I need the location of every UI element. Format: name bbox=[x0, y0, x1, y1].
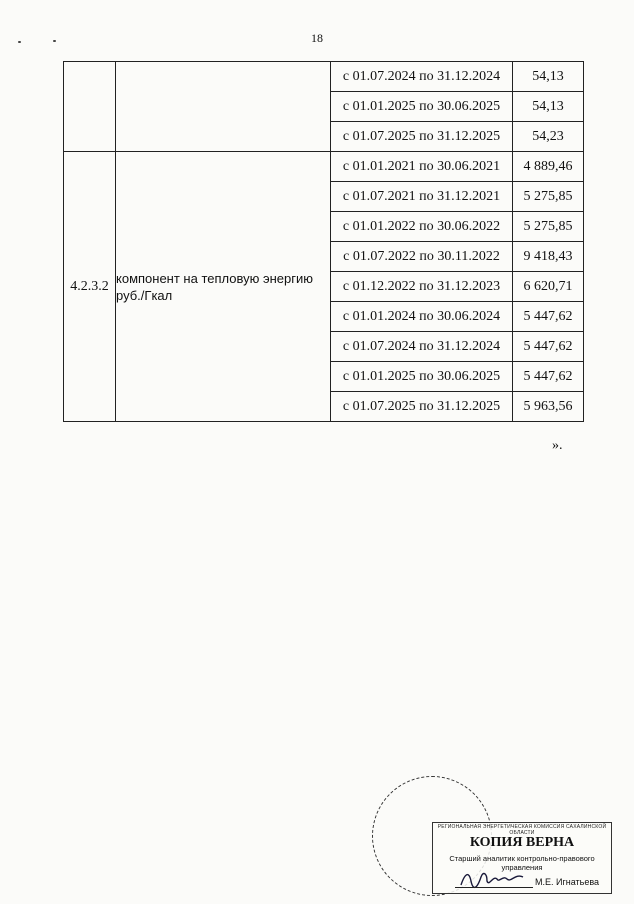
period-cell: с 01.07.2025 по 31.12.2025 bbox=[331, 122, 513, 152]
period-cell: с 01.01.2025 по 30.06.2025 bbox=[331, 362, 513, 392]
item-description-cell bbox=[116, 62, 331, 152]
value-cell: 5 447,62 bbox=[513, 332, 584, 362]
period-cell: с 01.07.2024 по 31.12.2024 bbox=[331, 62, 513, 92]
value-cell: 9 418,43 bbox=[513, 242, 584, 272]
value-cell: 54,23 bbox=[513, 122, 584, 152]
stamp-title: КОПИЯ ВЕРНА bbox=[469, 835, 575, 850]
page-number: 18 bbox=[311, 31, 323, 45]
value-cell: 5 275,85 bbox=[513, 212, 584, 242]
scan-speck bbox=[53, 40, 56, 42]
period-cell: с 01.07.2021 по 31.12.2021 bbox=[331, 182, 513, 212]
value-cell: 54,13 bbox=[513, 92, 584, 122]
period-cell: с 01.07.2022 по 30.11.2022 bbox=[331, 242, 513, 272]
period-cell: с 01.07.2025 по 31.12.2025 bbox=[331, 392, 513, 422]
table-row bbox=[64, 62, 584, 92]
item-code-cell: 4.2.3.2 bbox=[64, 152, 116, 422]
scan-speck bbox=[18, 41, 21, 43]
value-cell: 5 447,62 bbox=[513, 302, 584, 332]
value-cell: 6 620,71 bbox=[513, 272, 584, 302]
signature-line bbox=[455, 887, 533, 888]
period-cell: с 01.12.2022 по 31.12.2023 bbox=[331, 272, 513, 302]
value-cell: 5 275,85 bbox=[513, 182, 584, 212]
certification-stamp bbox=[432, 822, 612, 894]
stamp-position: Старший аналитик контрольно-правового управления bbox=[449, 854, 595, 872]
value-cell: 5 447,62 bbox=[513, 362, 584, 392]
period-cell: с 01.01.2021 по 30.06.2021 bbox=[331, 152, 513, 182]
stamp-organization: РЕГИОНАЛЬНАЯ ЭНЕРГЕТИЧЕСКАЯ КОМИССИЯ САХАЛИНСКОЙ ОБЛАСТИ bbox=[437, 824, 607, 836]
item-code-cell bbox=[64, 62, 116, 152]
period-cell: с 01.01.2025 по 30.06.2025 bbox=[331, 92, 513, 122]
period-cell: с 01.07.2024 по 31.12.2024 bbox=[331, 332, 513, 362]
tariff-table bbox=[63, 61, 584, 422]
value-cell: 54,13 bbox=[513, 62, 584, 92]
item-description-cell: компонент на тепловую энергию руб./Гкал bbox=[116, 152, 331, 422]
table-row bbox=[64, 152, 584, 182]
period-cell: с 01.01.2022 по 30.06.2022 bbox=[331, 212, 513, 242]
value-cell: 5 963,56 bbox=[513, 392, 584, 422]
closing-quote: ». bbox=[552, 438, 563, 453]
signatory-name: М.Е. Игнатьева bbox=[535, 877, 600, 887]
value-cell: 4 889,46 bbox=[513, 152, 584, 182]
period-cell: с 01.01.2024 по 30.06.2024 bbox=[331, 302, 513, 332]
